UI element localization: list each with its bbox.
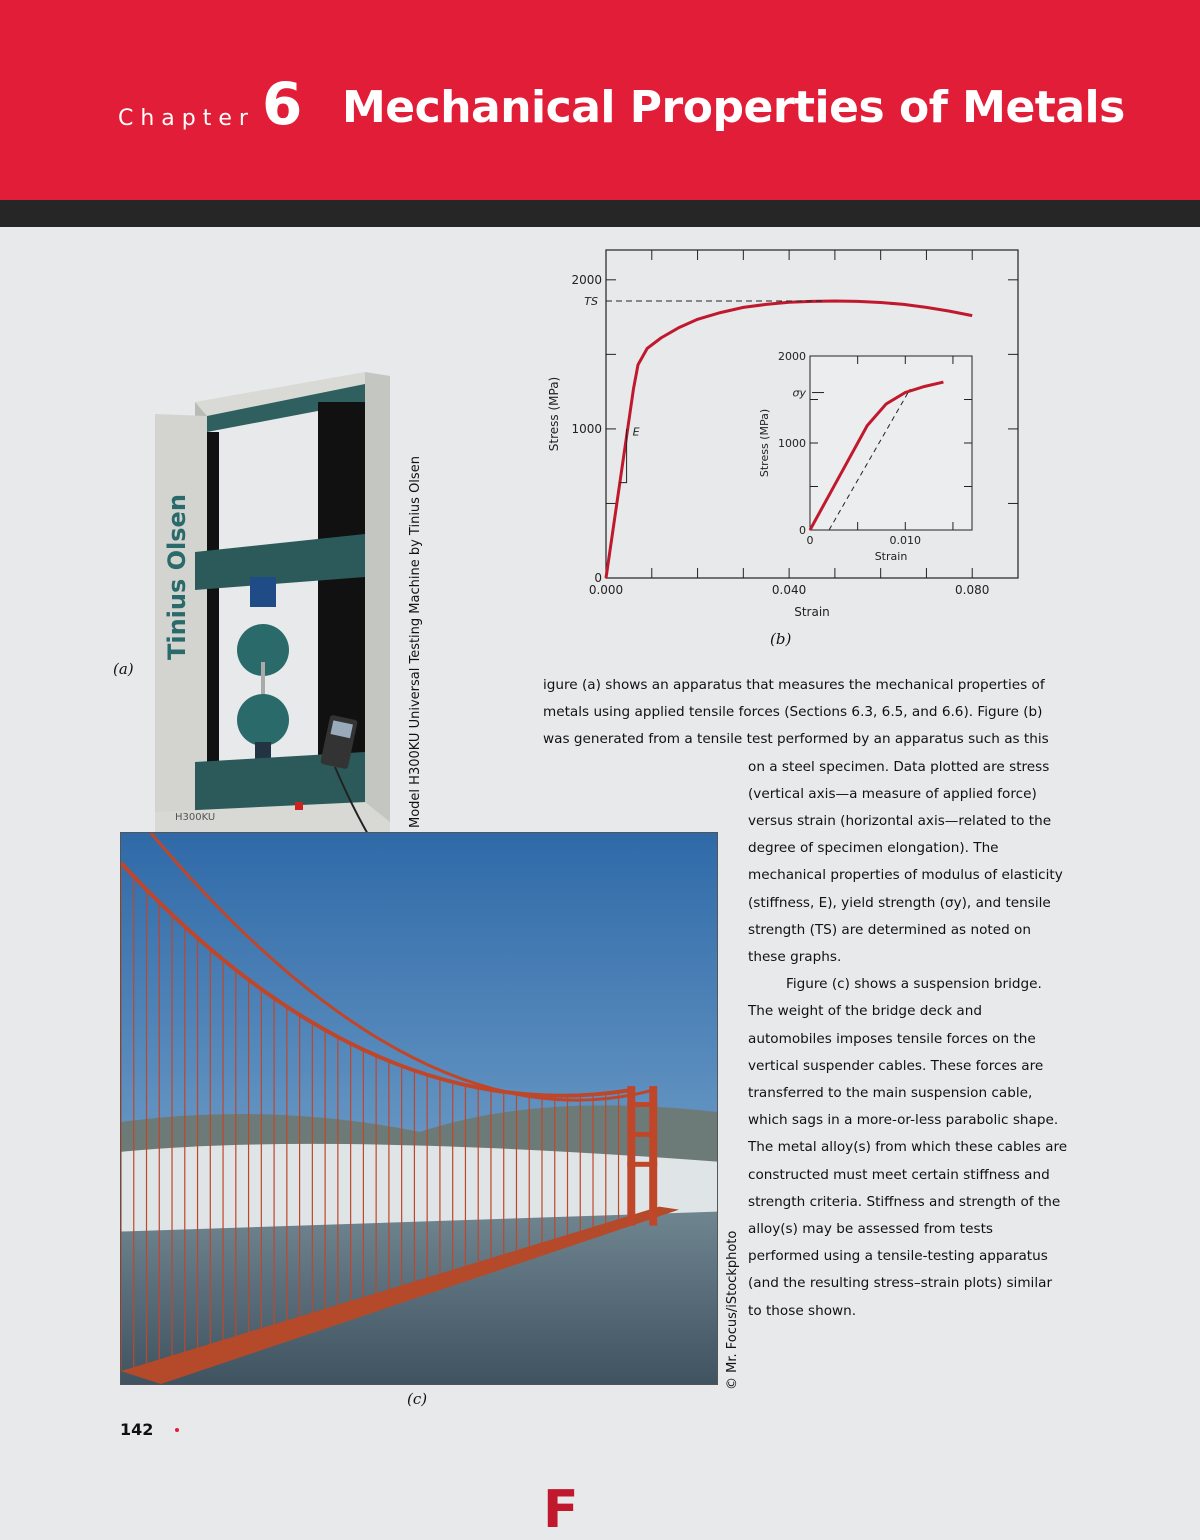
inset-y-tick-label: 2000 [778,350,806,363]
y-tick-label: 1000 [571,421,602,436]
machine-right-column [365,372,390,832]
inset-y-tick-label: 1000 [778,437,806,450]
x-tick-label: 0.080 [955,583,990,597]
x-axis-label: Strain [794,605,830,619]
inset-x-tick-label: 0.010 [889,534,922,547]
inset-y-tick-label: 0 [799,524,806,537]
x-tick-label: 0.000 [588,583,624,597]
header-divider-band [0,200,1200,227]
inset-plot-frame [810,356,972,530]
paragraph-2: Figure (c) shows a suspension bridge. The weight of the bridge deck and automobiles imposes tensile forces on the vertical suspender cables. These forces are transferred to the main suspension cable, which sags in a more-or-less parabolic shape. The metal alloy(s) from which these cables are constructed must meet certain stiffness and strength criteria. Stiffness and strength of the alloy(s) may be assessed from tests performed using a tensile-testing apparatus (and the resulting stress–strain plots) similar to those shown. [748,976,1068,1319]
y-tick-label: 2000 [571,272,602,287]
yield-annotation: σy [792,386,806,400]
text-flow-top-spacer [1067,672,1068,781]
model-label: H300KU [175,812,216,823]
chapter-header [0,0,1200,200]
lower-grip [237,694,289,746]
emergency-stop-icon [295,802,303,810]
inset-y-axis-label: Stress (MPa) [758,408,771,478]
y-tick-label: 0 [594,571,602,585]
y-axis-label: Stress (MPa) [547,376,561,452]
upper-grip-actuator [250,577,276,607]
ts-annotation: TS [584,294,598,308]
chapter-word: Chapter [118,106,255,131]
inset-plot-area [758,350,972,563]
inset-x-tick-label: 0 [806,534,814,547]
stress-strain-chart [530,240,1040,660]
brand-label: Tinius Olsen [163,494,191,660]
machine-photo-credit: Model H300KU Universal Testing Machine by Tinius Olsen [408,456,423,828]
body-text [543,672,1068,1540]
text-flow-side-spacer [543,781,748,1481]
caption-c: (c) [407,1390,428,1408]
page-number: 142 [120,1420,154,1439]
inset-x-axis-label: Strain [874,550,908,563]
caption-a: (a) [113,660,134,678]
chapter-title: Mechanical Properties of Metals [342,82,1125,133]
modulus-annotation: E [632,425,640,439]
paragraph-1-text: igure (a) shows an apparatus that measures the mechanical properties of metals using applied tensile forces (Sections 6.3, 6.5, and 6.6). Figure (b) was generated from a tensile test performed by an apparatus such as this on a steel specimen. Data plotted are stress (vertical axis—a measure of applied force) versus strain (horizontal axis—related to the degree of specimen elongation). The mechanical properties of modulus of elasticity (stiffness, E), yield strength (σy), and tensile strength (TS) are determined as noted on these graphs. [543,677,1063,966]
bridge-photo-credit: © Mr. Focus/iStockphoto [725,1230,740,1390]
caption-b: (b) [770,630,792,648]
x-tick-label: 0.040 [771,583,807,597]
drop-cap: F [543,1479,579,1540]
page-number-bullet [175,1428,179,1432]
chapter-number: 6 [262,70,303,138]
